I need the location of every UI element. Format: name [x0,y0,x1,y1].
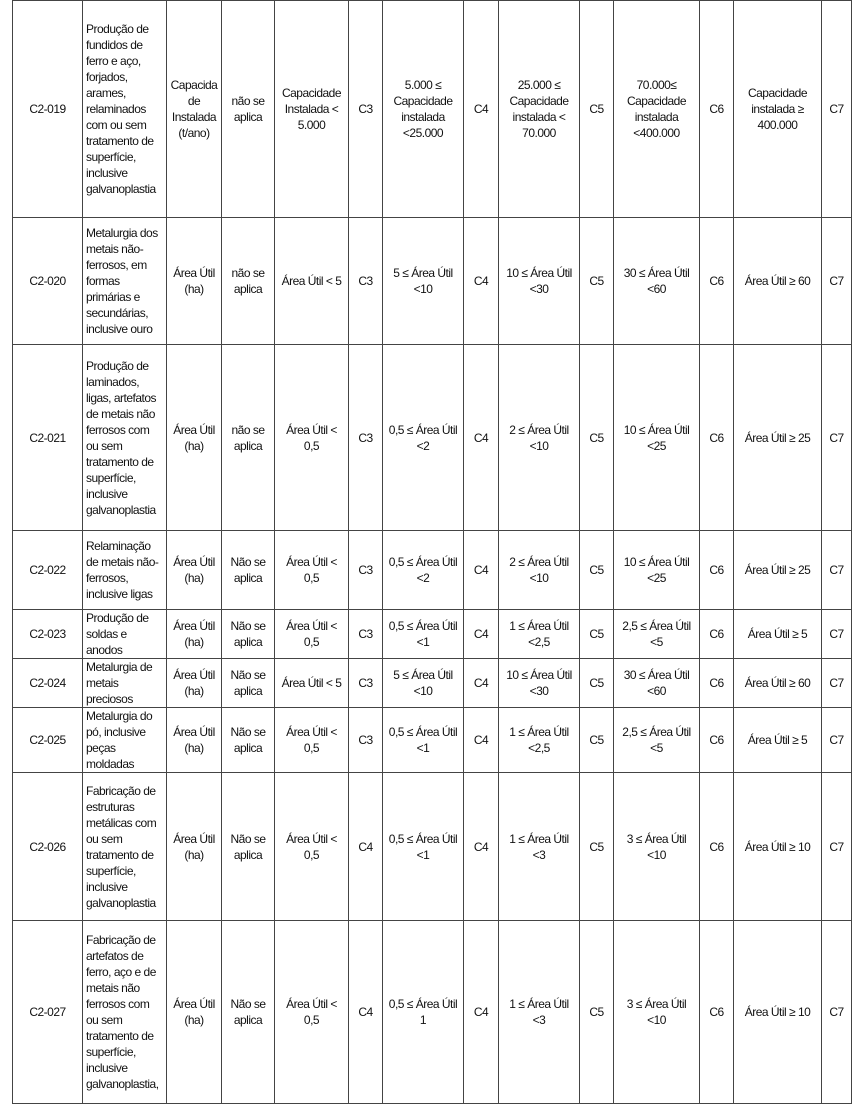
class-max: C7 [822,708,852,773]
class-xlarge: C6 [700,1,734,218]
class-max: C7 [822,610,852,659]
class-medium: C4 [464,531,499,610]
class-max: C7 [822,345,852,531]
range-xlarge: 10 ≤ Área Útil <25 [614,531,700,610]
size-parameter: Área Útil (ha) [167,708,222,773]
table-row [13,610,852,659]
class-small: C3 [349,1,383,218]
range-max: Área Útil ≥ 60 [734,659,822,708]
range-large: 25.000 ≤ Capacidade instalada < 70.000 [499,1,580,218]
activity-code: C2-025 [13,708,83,773]
class-large: C5 [580,345,614,531]
range-medium: 5 ≤ Área Útil <10 [383,659,464,708]
activity-description: Produção de soldas e anodos [83,610,167,659]
class-large: C5 [580,218,614,345]
class-medium: C4 [464,610,499,659]
range-medium: 5.000 ≤ Capacidade instalada <25.000 [383,1,464,218]
range-large: 1 ≤ Área Útil <3 [499,921,580,1104]
class-small: C3 [349,659,383,708]
range-max: Capacidade instalada ≥ 400.000 [734,1,822,218]
class-medium: C4 [464,708,499,773]
range-max: Área Útil ≥ 25 [734,531,822,610]
size-parameter: Área Útil (ha) [167,218,222,345]
range-small: Capacidade Instalada < 5.000 [275,1,349,218]
class-medium: C4 [464,773,499,921]
range-xlarge: 70.000≤ Capacidade instalada <400.000 [614,1,700,218]
range-medium: 0,5 ≤ Área Útil 1 [383,921,464,1104]
class-max: C7 [822,531,852,610]
table-row [13,773,852,921]
activity-classification-table [12,0,852,1104]
range-xlarge: 2,5 ≤ Área Útil <5 [614,708,700,773]
class-max: C7 [822,659,852,708]
range-large: 2 ≤ Área Útil <10 [499,531,580,610]
class-xlarge: C6 [700,708,734,773]
activity-code: C2-027 [13,921,83,1104]
class-medium: C4 [464,921,499,1104]
class-c1-cell: Não se aplica [222,921,275,1104]
range-large: 10 ≤ Área Útil <30 [499,218,580,345]
range-max: Área Útil ≥ 10 [734,773,822,921]
class-max: C7 [822,773,852,921]
range-small: Área Útil < 5 [275,659,349,708]
activity-description: Metalurgia do pó, inclusive peças moldadas [83,708,167,773]
class-xlarge: C6 [700,218,734,345]
activity-code: C2-019 [13,1,83,218]
class-xlarge: C6 [700,531,734,610]
size-parameter: Área Útil (ha) [167,345,222,531]
range-xlarge: 30 ≤ Área Útil <60 [614,659,700,708]
table-body [13,1,852,1104]
class-small: C3 [349,708,383,773]
range-medium: 0,5 ≤ Área Útil <1 [383,773,464,921]
class-max: C7 [822,218,852,345]
class-max: C7 [822,1,852,218]
class-large: C5 [580,610,614,659]
range-max: Área Útil ≥ 60 [734,218,822,345]
range-medium: 0,5 ≤ Área Útil <2 [383,345,464,531]
table-row [13,708,852,773]
range-max: Área Útil ≥ 25 [734,345,822,531]
range-small: Área Útil < 0,5 [275,610,349,659]
table-row [13,921,852,1104]
activity-description: Fabricação de estruturas metálicas com ou sem tratamento de superfície, inclusive galvanoplastia [83,773,167,921]
class-c1-cell: Não se aplica [222,708,275,773]
activity-description: Fabricação de artefatos de ferro, aço e de metais não ferrosos com ou sem tratamento de superfície, inclusive galvanoplastia, [83,921,167,1104]
class-small: C3 [349,531,383,610]
table-row [13,345,852,531]
activity-description: Produção de fundidos de ferro e aço, forjados, arames, relaminados com ou sem tratamento de superfície, inclusive galvanoplastia [83,1,167,218]
table-row [13,531,852,610]
class-large: C5 [580,708,614,773]
activity-code: C2-020 [13,218,83,345]
activity-code: C2-022 [13,531,83,610]
class-c1-cell: não se aplica [222,345,275,531]
activity-description: Metalurgia dos metais não-ferrosos, em formas primárias e secundárias, inclusive ouro [83,218,167,345]
class-large: C5 [580,659,614,708]
activity-code: C2-026 [13,773,83,921]
range-xlarge: 30 ≤ Área Útil <60 [614,218,700,345]
range-large: 2 ≤ Área Útil <10 [499,345,580,531]
activity-description: Relaminação de metais não-ferrosos, inclusive ligas [83,531,167,610]
class-xlarge: C6 [700,345,734,531]
class-medium: C4 [464,218,499,345]
class-medium: C4 [464,659,499,708]
class-xlarge: C6 [700,921,734,1104]
class-large: C5 [580,921,614,1104]
class-c1-cell: Não se aplica [222,773,275,921]
class-xlarge: C6 [700,773,734,921]
class-small: C4 [349,773,383,921]
range-medium: 0,5 ≤ Área Útil <1 [383,610,464,659]
class-medium: C4 [464,1,499,218]
class-large: C5 [580,1,614,218]
class-medium: C4 [464,345,499,531]
range-large: 10 ≤ Área Útil <30 [499,659,580,708]
class-large: C5 [580,531,614,610]
size-parameter: Área Útil (ha) [167,921,222,1104]
class-small: C4 [349,921,383,1104]
table-row [13,218,852,345]
range-medium: 0,5 ≤ Área Útil <2 [383,531,464,610]
class-c1-cell: não se aplica [222,218,275,345]
class-c1-cell: não se aplica [222,1,275,218]
activity-code: C2-023 [13,610,83,659]
range-xlarge: 3 ≤ Área Útil <10 [614,921,700,1104]
range-large: 1 ≤ Área Útil <2,5 [499,610,580,659]
class-small: C3 [349,610,383,659]
class-small: C3 [349,218,383,345]
activity-description: Metalurgia de metais preciosos [83,659,167,708]
range-max: Área Útil ≥ 5 [734,708,822,773]
range-large: 1 ≤ Área Útil <2,5 [499,708,580,773]
class-c1-cell: Não se aplica [222,610,275,659]
size-parameter: Área Útil (ha) [167,773,222,921]
class-c1-cell: Não se aplica [222,531,275,610]
range-medium: 5 ≤ Área Útil <10 [383,218,464,345]
range-large: 1 ≤ Área Útil <3 [499,773,580,921]
class-xlarge: C6 [700,659,734,708]
range-max: Área Útil ≥ 5 [734,610,822,659]
activity-code: C2-021 [13,345,83,531]
size-parameter: Área Útil (ha) [167,659,222,708]
size-parameter: Área Útil (ha) [167,610,222,659]
range-xlarge: 3 ≤ Área Útil <10 [614,773,700,921]
range-xlarge: 10 ≤ Área Útil <25 [614,345,700,531]
class-c1-cell: Não se aplica [222,659,275,708]
table-row [13,659,852,708]
range-max: Área Útil ≥ 10 [734,921,822,1104]
class-large: C5 [580,773,614,921]
range-small: Área Útil < 0,5 [275,773,349,921]
range-small: Área Útil < 0,5 [275,921,349,1104]
class-small: C3 [349,345,383,531]
class-xlarge: C6 [700,610,734,659]
table-row [13,1,852,218]
range-small: Área Útil < 0,5 [275,708,349,773]
activity-description: Produção de laminados, ligas, artefatos de metais não ferrosos com ou sem tratamento de superfície, inclusive galvanoplastia [83,345,167,531]
range-small: Área Útil < 0,5 [275,531,349,610]
range-small: Área Útil < 5 [275,218,349,345]
size-parameter: Capacidade Instalada (t/ano) [167,1,222,218]
activity-code: C2-024 [13,659,83,708]
class-max: C7 [822,921,852,1104]
range-small: Área Útil < 0,5 [275,345,349,531]
size-parameter: Área Útil (ha) [167,531,222,610]
range-xlarge: 2,5 ≤ Área Útil <5 [614,610,700,659]
range-medium: 0,5 ≤ Área Útil <1 [383,708,464,773]
